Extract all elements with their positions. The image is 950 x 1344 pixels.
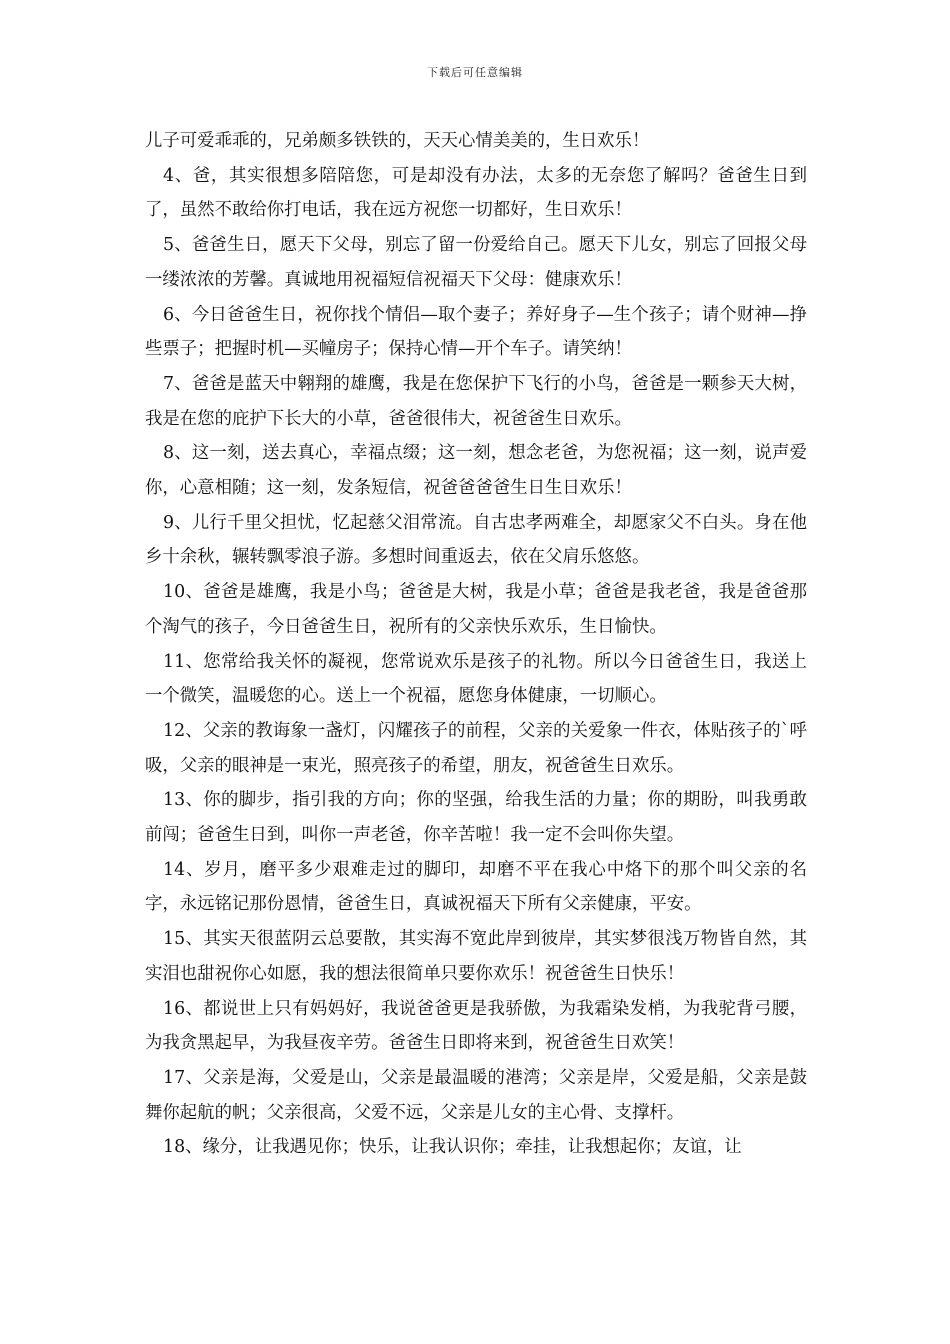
page-header: 下载后可任意编辑: [427, 66, 523, 79]
paragraph: 6、今日爸爸生日，祝你找个情侣—取个妻子；养好身子—生个孩子；请个财神—挣些票子；把握时机—买幢房子；保持心情—开个车子。请笑纳！: [145, 304, 807, 360]
paragraph: 15、其实天很蓝阴云总要散，其实海不宽此岸到彼岸，其实梦很浅万物皆自然，其实泪也甜祝你心如愿，我的想法很简单只要你欢乐！祝爸爸生日快乐！: [145, 929, 807, 984]
paragraph: 18、缘分，让我遇见你；快乐，让我认识你；牵挂，让我想起你；友谊，让: [163, 1137, 742, 1158]
paragraph: 儿子可爱乖乖的，兄弟颇多铁铁的，天天心情美美的，生日欢乐！: [145, 131, 650, 151]
paragraph: 17、父亲是海，父爱是山，父亲是最温暖的港湾；父亲是岸，父爱是船，父亲是鼓舞你起航的帆；父亲很高，父爱不远，父亲是儿女的主心骨、支撑杆。: [145, 1067, 807, 1123]
paragraph: 16、都说世上只有妈妈好，我说爸爸更是我骄傲，为我霜染发梢，为我驼背弓腰，为我贪黑起早，为我昼夜辛劳。爸爸生日即将来到，祝爸爸生日欢笑！: [145, 998, 807, 1054]
paragraph: 7、爸爸是蓝天中翱翔的雄鹰，我是在您保护下飞行的小鸟，爸爸是一颗参天大树，我是在您的庇护下长大的小草，爸爸很伟大，祝爸爸生日欢乐。: [145, 373, 807, 429]
paragraph: 11、您常给我关怀的凝视，您常说欢乐是孩子的礼物。所以今日爸爸生日，我送上一个微笑，温暖您的心。送上一个祝福，愿您身体健康，一切顺心。: [145, 651, 807, 707]
paragraph: 14、岁月，磨平多少艰难走过的脚印，却磨不平在我心中烙下的那个叫父亲的名字，永远铭记那份恩情，爸爸生日，真诚祝福天下所有父亲健康，平安。: [145, 859, 807, 915]
paragraph: 12、父亲的教诲象一盏灯，闪耀孩子的前程，父亲的关爱象一件衣，体贴孩子的`呼吸，父亲的眼神是一束光，照亮孩子的希望，朋友，祝爸爸生日欢乐。: [145, 720, 807, 776]
paragraph: 10、爸爸是雄鹰，我是小鸟；爸爸是大树，我是小草；爸爸是我老爸，我是爸爸那个淘气的孩子，今日爸爸生日，祝所有的父亲快乐欢乐，生日愉快。: [145, 582, 807, 637]
paragraph: 4、爸，其实很想多陪陪您，可是却没有办法，太多的无奈您了解吗？爸爸生日到了，虽然不敢给你打电话，我在远方祝您一切都好，生日欢乐！: [145, 165, 807, 221]
paragraph: 5、爸爸生日，愿天下父母，别忘了留一份爱给自己。愿天下儿女，别忘了回报父母一缕浓浓的芳馨。真诚地用祝福短信祝福天下父母：健康欢乐！: [145, 235, 807, 290]
paragraph: 9、儿行千里父担忧，忆起慈父泪常流。自古忠孝两难全，却愿家父不白头。身在他乡十余秋，辗转飘零浪子游。多想时间重返去，依在父肩乐悠悠。: [145, 512, 807, 568]
paragraph: 8、这一刻，送去真心，幸福点缀；这一刻，想念老爸，为您祝福；这一刻，说声爱你，心意相随；这一刻，发条短信，祝爸爸爸爸生日生日欢乐！: [145, 443, 807, 499]
document-body: [145, 124, 807, 1165]
paragraph: 13、你的脚步，指引我的方向；你的坚强，给我生活的力量；你的期盼，叫我勇敢前闯；爸爸生日到，叫你一声老爸，你辛苦啦！我一定不会叫你失望。: [145, 790, 807, 846]
